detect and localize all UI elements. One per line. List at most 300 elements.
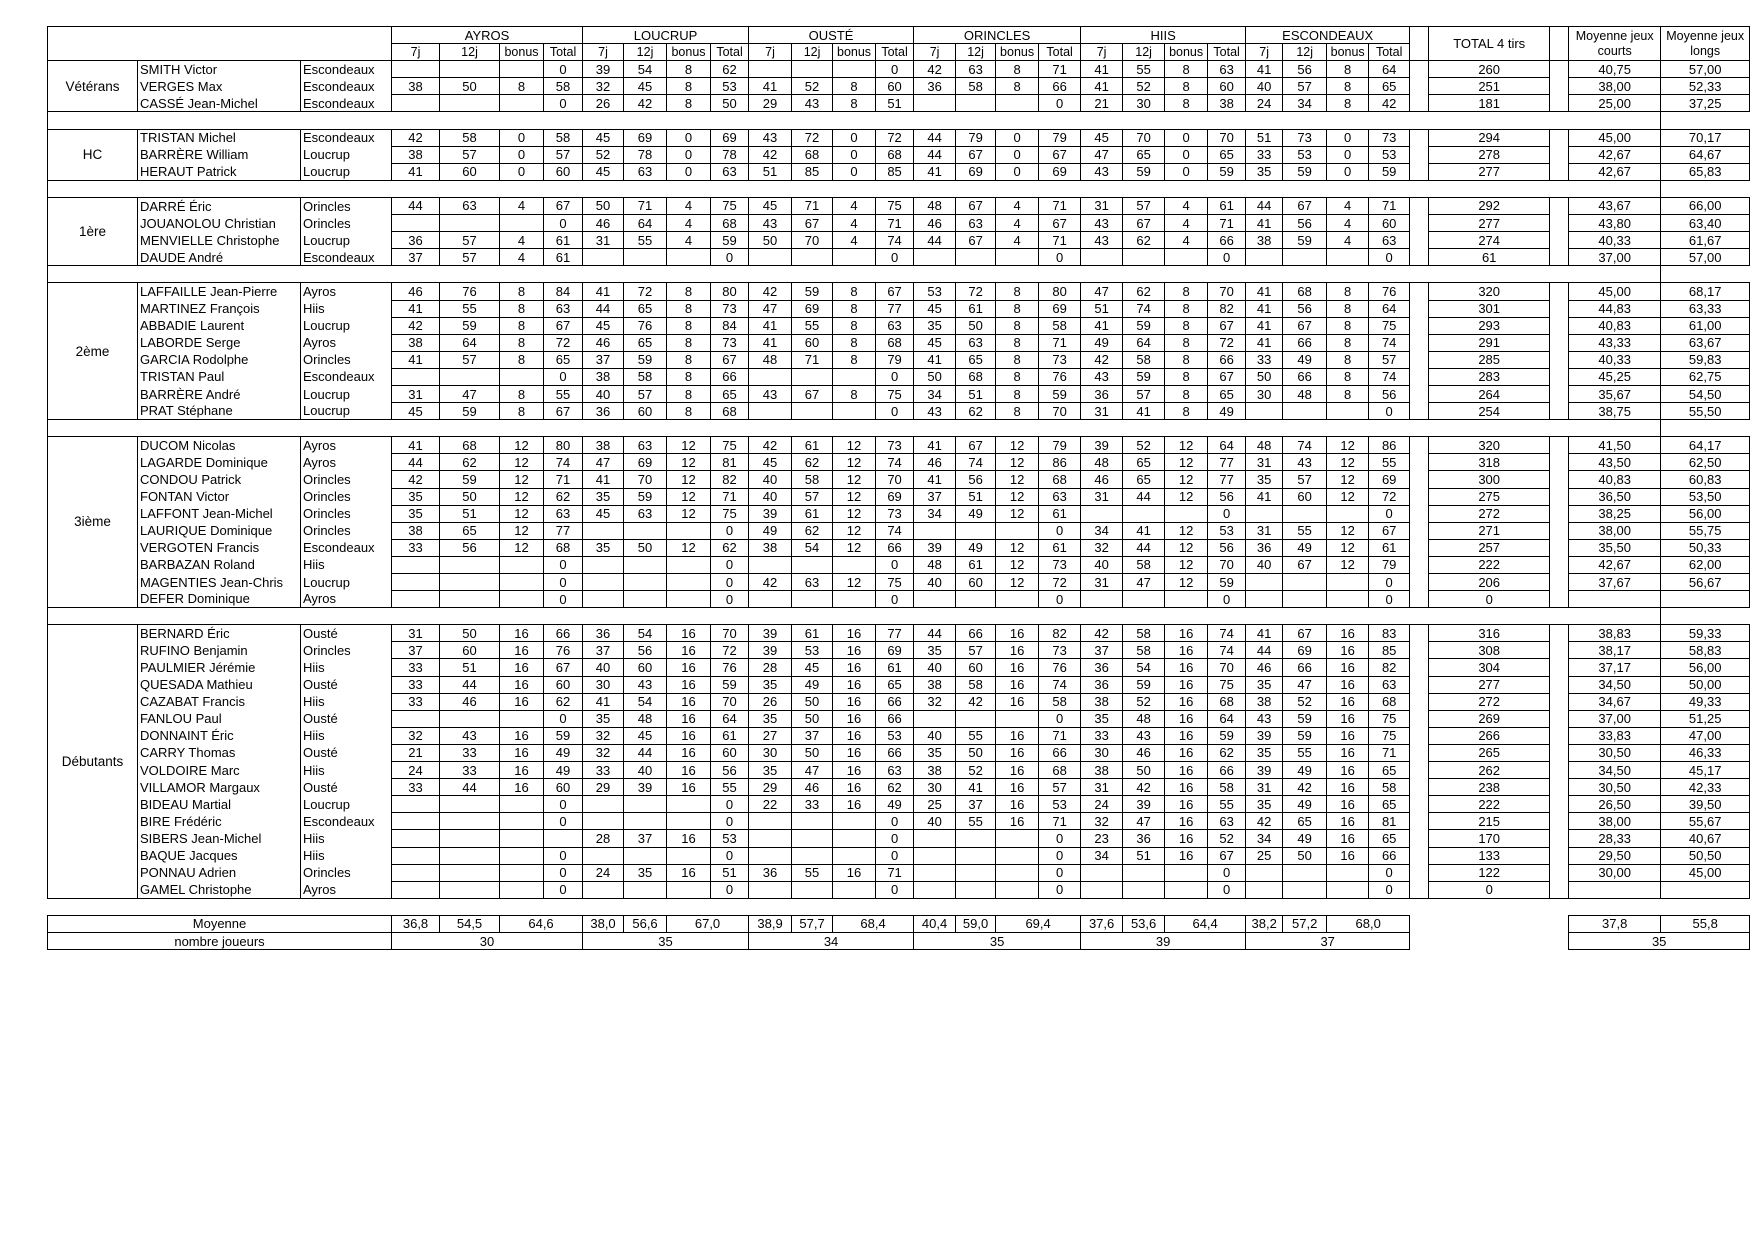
- player-name: PONNAU Adrien: [138, 864, 301, 881]
- score-ouste-12j: 33: [792, 796, 833, 813]
- score-ayros-bonus: [500, 95, 544, 112]
- score-orincles-12j: [956, 830, 996, 847]
- score-ouste-total: 68: [876, 146, 914, 163]
- score-ouste-12j: 70: [792, 232, 833, 249]
- score-hiis-total: 0: [1208, 864, 1246, 881]
- score-hiis-total: 66: [1208, 232, 1246, 249]
- score-hiis-7j: 42: [1081, 351, 1123, 368]
- score-ayros-12j: [440, 710, 500, 727]
- score-ayros-7j: 38: [392, 78, 440, 95]
- player-row: [48, 591, 1750, 608]
- player-row: [48, 625, 1750, 642]
- score-hiis-total: 67: [1208, 317, 1246, 334]
- score-ayros-12j: 64: [440, 334, 500, 351]
- avg-short: 40,33: [1569, 232, 1661, 249]
- score-hiis-12j: 58: [1123, 351, 1165, 368]
- score-loucrup-bonus: 8: [667, 61, 711, 78]
- score-ayros-7j: 38: [392, 522, 440, 539]
- spacer-cell: [1550, 27, 1569, 61]
- avg-long: 65,83: [1661, 163, 1750, 180]
- player-name: CARRY Thomas: [138, 744, 301, 761]
- spacer-cell: [1410, 847, 1429, 864]
- score-loucrup-bonus: 8: [667, 385, 711, 402]
- score-orincles-7j: 36: [914, 78, 956, 95]
- score-loucrup-7j: 31: [583, 232, 624, 249]
- score-ouste-12j: [792, 403, 833, 420]
- player-row: [48, 454, 1750, 471]
- score-orincles-bonus: 8: [996, 403, 1039, 420]
- score-ouste-total: 62: [876, 779, 914, 796]
- score-hiis-7j: 32: [1081, 813, 1123, 830]
- player-row: [48, 505, 1750, 522]
- score-ouste-bonus: 12: [833, 522, 876, 539]
- score-orincles-bonus: 16: [996, 693, 1039, 710]
- score-escondeaux-12j: [1283, 591, 1327, 608]
- score-hiis-12j: 64: [1123, 334, 1165, 351]
- score-loucrup-total: 60: [711, 744, 749, 761]
- players-count-ouste: 34: [749, 932, 914, 949]
- avg-short: 38,25: [1569, 505, 1661, 522]
- score-loucrup-7j: 46: [583, 215, 624, 232]
- score-ayros-12j: 51: [440, 505, 500, 522]
- score-ayros-bonus: 16: [500, 727, 544, 744]
- player-row: [48, 215, 1750, 232]
- score-hiis-7j: [1081, 881, 1123, 898]
- score-hiis-bonus: 12: [1165, 556, 1208, 573]
- spacer-cell: [1410, 61, 1429, 78]
- club-header-loucrup: LOUCRUP: [583, 27, 749, 44]
- score-hiis-total: 59: [1208, 163, 1246, 180]
- score-escondeaux-7j: [1246, 505, 1283, 522]
- score-orincles-7j: 40: [914, 813, 956, 830]
- score-ouste-total: 66: [876, 744, 914, 761]
- club-header-escondeaux: ESCONDEAUX: [1246, 27, 1410, 44]
- avg-short: 33,83: [1569, 727, 1661, 744]
- score-escondeaux-12j: 67: [1283, 317, 1327, 334]
- score-escondeaux-12j: 34: [1283, 95, 1327, 112]
- score-orincles-7j: 35: [914, 744, 956, 761]
- spacer-cell: [1550, 232, 1569, 249]
- score-escondeaux-total: 57: [1369, 351, 1410, 368]
- avg-short: 42,67: [1569, 163, 1661, 180]
- score-hiis-total: 65: [1208, 146, 1246, 163]
- score-escondeaux-7j: 35: [1246, 676, 1283, 693]
- score-escondeaux-total: 60: [1369, 215, 1410, 232]
- score-orincles-total: 57: [1039, 779, 1081, 796]
- player-name: CAZABAT Francis: [138, 693, 301, 710]
- score-hiis-7j: 36: [1081, 676, 1123, 693]
- score-orincles-12j: 61: [956, 300, 996, 317]
- score-ayros-bonus: [500, 556, 544, 573]
- score-orincles-12j: 49: [956, 539, 996, 556]
- score-orincles-7j: [914, 864, 956, 881]
- score-orincles-bonus: 16: [996, 659, 1039, 676]
- score-orincles-total: 68: [1039, 762, 1081, 779]
- avg-long: 63,33: [1661, 300, 1750, 317]
- score-hiis-total: 77: [1208, 454, 1246, 471]
- score-orincles-12j: 60: [956, 659, 996, 676]
- score-escondeaux-bonus: 0: [1327, 163, 1369, 180]
- score-loucrup-12j: 63: [624, 437, 667, 454]
- total-score: 277: [1429, 215, 1550, 232]
- score-ayros-bonus: [500, 591, 544, 608]
- score-orincles-bonus: 8: [996, 283, 1039, 300]
- player-club: Orincles: [301, 505, 392, 522]
- total-score: 274: [1429, 232, 1550, 249]
- score-hiis-12j: [1123, 881, 1165, 898]
- spacer-cell: [1550, 403, 1569, 420]
- spacer-cell: [1410, 249, 1429, 266]
- score-escondeaux-12j: 49: [1283, 539, 1327, 556]
- score-hiis-total: 71: [1208, 215, 1246, 232]
- score-ayros-bonus: 4: [500, 197, 544, 214]
- score-escondeaux-7j: 51: [1246, 129, 1283, 146]
- score-hiis-12j: 65: [1123, 471, 1165, 488]
- score-hiis-12j: 62: [1123, 283, 1165, 300]
- player-name: PRAT Stéphane: [138, 403, 301, 420]
- score-escondeaux-7j: [1246, 864, 1283, 881]
- avg-short: 34,50: [1569, 676, 1661, 693]
- sub-header-12j: 12j: [440, 44, 500, 61]
- score-ouste-7j: [749, 249, 792, 266]
- score-escondeaux-12j: 59: [1283, 232, 1327, 249]
- avg-long: 40,67: [1661, 830, 1750, 847]
- player-row: [48, 864, 1750, 881]
- score-hiis-total: 62: [1208, 744, 1246, 761]
- player-row: [48, 283, 1750, 300]
- player-row: [48, 129, 1750, 146]
- player-club: Ousté: [301, 676, 392, 693]
- avg-short: 38,17: [1569, 642, 1661, 659]
- score-escondeaux-total: 66: [1369, 847, 1410, 864]
- score-ayros-total: 61: [544, 249, 583, 266]
- score-orincles-7j: [914, 881, 956, 898]
- total-score: 301: [1429, 300, 1550, 317]
- player-row: [48, 334, 1750, 351]
- spacer-cell: [1410, 146, 1429, 163]
- score-ayros-total: 55: [544, 385, 583, 402]
- score-ouste-bonus: 8: [833, 334, 876, 351]
- player-club: Loucrup: [301, 574, 392, 591]
- score-ouste-12j: [792, 249, 833, 266]
- score-ayros-total: 0: [544, 556, 583, 573]
- player-club: Escondeaux: [301, 813, 392, 830]
- player-club: Hiis: [301, 556, 392, 573]
- score-loucrup-bonus: [667, 813, 711, 830]
- spacer-cell: [1410, 710, 1429, 727]
- score-ouste-12j: [792, 591, 833, 608]
- score-ayros-total: 61: [544, 232, 583, 249]
- score-loucrup-total: 64: [711, 710, 749, 727]
- score-hiis-7j: 34: [1081, 522, 1123, 539]
- avg-short: 43,67: [1569, 197, 1661, 214]
- score-orincles-7j: [914, 830, 956, 847]
- score-loucrup-12j: 69: [624, 129, 667, 146]
- score-loucrup-bonus: 8: [667, 78, 711, 95]
- separator-row: [48, 180, 1750, 197]
- score-loucrup-12j: [624, 881, 667, 898]
- score-escondeaux-7j: 40: [1246, 78, 1283, 95]
- score-ayros-12j: [440, 796, 500, 813]
- avg-long: 63,40: [1661, 215, 1750, 232]
- score-ayros-bonus: 12: [500, 437, 544, 454]
- score-orincles-bonus: [996, 847, 1039, 864]
- spacer-cell: [1410, 659, 1429, 676]
- avg-long: 55,50: [1661, 403, 1750, 420]
- score-orincles-total: 0: [1039, 710, 1081, 727]
- score-ayros-bonus: 12: [500, 471, 544, 488]
- score-hiis-7j: 41: [1081, 78, 1123, 95]
- score-ouste-total: 0: [876, 830, 914, 847]
- score-hiis-total: 0: [1208, 881, 1246, 898]
- avg-long: 57,00: [1661, 61, 1750, 78]
- score-escondeaux-bonus: 8: [1327, 300, 1369, 317]
- score-ouste-12j: 50: [792, 693, 833, 710]
- score-ouste-12j: 49: [792, 676, 833, 693]
- score-orincles-bonus: 0: [996, 129, 1039, 146]
- score-ayros-bonus: 16: [500, 676, 544, 693]
- total-score: 300: [1429, 471, 1550, 488]
- spacer-cell: [1410, 215, 1429, 232]
- score-ouste-total: 70: [876, 471, 914, 488]
- average-total-loucrup: 67,0: [667, 915, 749, 932]
- sub-header-bonus: bonus: [500, 44, 544, 61]
- score-orincles-12j: 79: [956, 129, 996, 146]
- player-row: [48, 676, 1750, 693]
- score-orincles-7j: 44: [914, 146, 956, 163]
- score-loucrup-total: 0: [711, 881, 749, 898]
- spacer-cell: [1550, 95, 1569, 112]
- score-orincles-total: 53: [1039, 796, 1081, 813]
- score-hiis-12j: 74: [1123, 300, 1165, 317]
- total-score: 320: [1429, 437, 1550, 454]
- average-12j-hiis: 53,6: [1123, 915, 1165, 932]
- avg-long: 62,75: [1661, 368, 1750, 385]
- avg-short: 38,75: [1569, 403, 1661, 420]
- score-hiis-total: 0: [1208, 591, 1246, 608]
- average-7j-orincles: 40,4: [914, 915, 956, 932]
- score-ouste-total: 73: [876, 505, 914, 522]
- spacer-cell: [1550, 539, 1569, 556]
- score-loucrup-12j: 59: [624, 488, 667, 505]
- score-hiis-bonus: 16: [1165, 796, 1208, 813]
- score-escondeaux-total: 82: [1369, 659, 1410, 676]
- avg-long: 55,75: [1661, 522, 1750, 539]
- score-ayros-12j: 76: [440, 283, 500, 300]
- player-name: BAQUE Jacques: [138, 847, 301, 864]
- score-orincles-bonus: 8: [996, 78, 1039, 95]
- score-ouste-12j: 67: [792, 385, 833, 402]
- player-name: RUFINO Benjamin: [138, 642, 301, 659]
- player-club: Hiis: [301, 727, 392, 744]
- score-ouste-7j: 40: [749, 488, 792, 505]
- sub-header-12j: 12j: [1283, 44, 1327, 61]
- score-ouste-7j: [749, 368, 792, 385]
- score-hiis-bonus: 8: [1165, 78, 1208, 95]
- score-ouste-7j: 50: [749, 232, 792, 249]
- score-loucrup-7j: [583, 813, 624, 830]
- score-ouste-7j: 43: [749, 215, 792, 232]
- avg-short: [1569, 591, 1661, 608]
- score-ayros-total: 67: [544, 197, 583, 214]
- score-ouste-12j: [792, 556, 833, 573]
- score-ayros-total: 0: [544, 710, 583, 727]
- score-ouste-total: 75: [876, 574, 914, 591]
- player-club: Ousté: [301, 779, 392, 796]
- spacer-cell: [1550, 625, 1569, 642]
- score-ouste-total: 53: [876, 727, 914, 744]
- score-ouste-12j: 50: [792, 744, 833, 761]
- score-loucrup-12j: [624, 574, 667, 591]
- score-loucrup-bonus: 8: [667, 403, 711, 420]
- avg-short: 45,25: [1569, 368, 1661, 385]
- score-hiis-total: 82: [1208, 300, 1246, 317]
- score-orincles-7j: 40: [914, 659, 956, 676]
- score-ouste-7j: 45: [749, 197, 792, 214]
- score-escondeaux-7j: [1246, 881, 1283, 898]
- score-hiis-7j: 41: [1081, 61, 1123, 78]
- score-loucrup-total: 73: [711, 300, 749, 317]
- score-ayros-bonus: 8: [500, 283, 544, 300]
- score-loucrup-bonus: 16: [667, 676, 711, 693]
- score-hiis-7j: [1081, 249, 1123, 266]
- player-club: Ousté: [301, 625, 392, 642]
- score-orincles-12j: 69: [956, 163, 996, 180]
- player-row: [48, 796, 1750, 813]
- score-orincles-7j: 41: [914, 163, 956, 180]
- player-name: BERNARD Éric: [138, 625, 301, 642]
- score-loucrup-12j: 40: [624, 762, 667, 779]
- avg-long: 61,67: [1661, 232, 1750, 249]
- score-escondeaux-12j: 50: [1283, 847, 1327, 864]
- score-ayros-bonus: 12: [500, 505, 544, 522]
- score-ayros-12j: [440, 813, 500, 830]
- score-hiis-7j: 31: [1081, 197, 1123, 214]
- score-hiis-total: 38: [1208, 95, 1246, 112]
- score-loucrup-12j: 60: [624, 659, 667, 676]
- score-orincles-12j: 55: [956, 813, 996, 830]
- score-hiis-total: 66: [1208, 351, 1246, 368]
- spacer-cell: [1410, 676, 1429, 693]
- score-escondeaux-total: 0: [1369, 249, 1410, 266]
- score-ayros-12j: 57: [440, 232, 500, 249]
- avg-short-header: Moyenne jeux courts: [1569, 27, 1661, 61]
- score-orincles-total: 73: [1039, 642, 1081, 659]
- player-name: CONDOU Patrick: [138, 471, 301, 488]
- spacer-cell: [1550, 385, 1569, 402]
- avg-short: 45,00: [1569, 283, 1661, 300]
- score-loucrup-bonus: [667, 591, 711, 608]
- score-loucrup-bonus: 4: [667, 232, 711, 249]
- score-escondeaux-7j: 43: [1246, 710, 1283, 727]
- score-ouste-7j: [749, 591, 792, 608]
- score-ouste-7j: 35: [749, 762, 792, 779]
- score-escondeaux-bonus: [1327, 574, 1369, 591]
- score-ayros-12j: 33: [440, 744, 500, 761]
- score-orincles-total: 70: [1039, 403, 1081, 420]
- score-ouste-bonus: [833, 881, 876, 898]
- score-loucrup-total: 75: [711, 437, 749, 454]
- score-escondeaux-12j: [1283, 881, 1327, 898]
- player-name: BIDEAU Martial: [138, 796, 301, 813]
- average-total-ouste: 68,4: [833, 915, 914, 932]
- score-escondeaux-7j: 24: [1246, 95, 1283, 112]
- score-ouste-total: 77: [876, 300, 914, 317]
- score-ayros-bonus: 16: [500, 744, 544, 761]
- avg-long: 56,67: [1661, 574, 1750, 591]
- score-loucrup-7j: 32: [583, 744, 624, 761]
- score-loucrup-total: 68: [711, 215, 749, 232]
- player-row: [48, 368, 1750, 385]
- score-hiis-bonus: [1165, 881, 1208, 898]
- score-orincles-bonus: 12: [996, 437, 1039, 454]
- score-orincles-12j: [956, 522, 996, 539]
- score-escondeaux-12j: 42: [1283, 779, 1327, 796]
- score-hiis-12j: 59: [1123, 676, 1165, 693]
- score-ouste-12j: 60: [792, 334, 833, 351]
- avg-long: 52,33: [1661, 78, 1750, 95]
- score-ayros-total: 74: [544, 454, 583, 471]
- score-hiis-bonus: 16: [1165, 779, 1208, 796]
- player-name: TRISTAN Paul: [138, 368, 301, 385]
- player-club: Hiis: [301, 762, 392, 779]
- score-loucrup-12j: 64: [624, 215, 667, 232]
- score-orincles-12j: 55: [956, 727, 996, 744]
- spacer-cell: [1410, 796, 1429, 813]
- spacer-cell: [1410, 351, 1429, 368]
- player-club: Hiis: [301, 830, 392, 847]
- total-score: 262: [1429, 762, 1550, 779]
- score-loucrup-12j: 44: [624, 744, 667, 761]
- score-loucrup-bonus: 16: [667, 659, 711, 676]
- spacer-cell: [1550, 813, 1569, 830]
- score-escondeaux-total: 74: [1369, 334, 1410, 351]
- score-hiis-12j: 36: [1123, 830, 1165, 847]
- score-hiis-total: 49: [1208, 403, 1246, 420]
- score-orincles-7j: 34: [914, 385, 956, 402]
- score-hiis-12j: 44: [1123, 488, 1165, 505]
- score-orincles-bonus: 12: [996, 488, 1039, 505]
- score-orincles-bonus: 8: [996, 300, 1039, 317]
- score-escondeaux-total: 61: [1369, 539, 1410, 556]
- score-escondeaux-bonus: [1327, 505, 1369, 522]
- score-ayros-12j: [440, 556, 500, 573]
- avg-long: 51,25: [1661, 710, 1750, 727]
- total-score: 308: [1429, 642, 1550, 659]
- avg-short: 38,00: [1569, 813, 1661, 830]
- score-loucrup-total: 0: [711, 796, 749, 813]
- total-score: 272: [1429, 693, 1550, 710]
- average-12j-escondeaux: 57,2: [1283, 915, 1327, 932]
- score-loucrup-7j: 28: [583, 830, 624, 847]
- score-escondeaux-total: 71: [1369, 744, 1410, 761]
- score-loucrup-7j: 41: [583, 283, 624, 300]
- spacer-cell: [1550, 659, 1569, 676]
- score-hiis-12j: 42: [1123, 779, 1165, 796]
- score-orincles-7j: 53: [914, 283, 956, 300]
- score-ouste-bonus: 4: [833, 215, 876, 232]
- score-orincles-total: 69: [1039, 300, 1081, 317]
- score-hiis-12j: 59: [1123, 317, 1165, 334]
- spacer-cell: [1410, 385, 1429, 402]
- score-orincles-total: 68: [1039, 471, 1081, 488]
- score-ouste-bonus: 16: [833, 710, 876, 727]
- score-orincles-total: 0: [1039, 847, 1081, 864]
- player-name: SIBERS Jean-Michel: [138, 830, 301, 847]
- score-loucrup-total: 73: [711, 334, 749, 351]
- score-ayros-total: 0: [544, 813, 583, 830]
- score-ayros-total: 62: [544, 693, 583, 710]
